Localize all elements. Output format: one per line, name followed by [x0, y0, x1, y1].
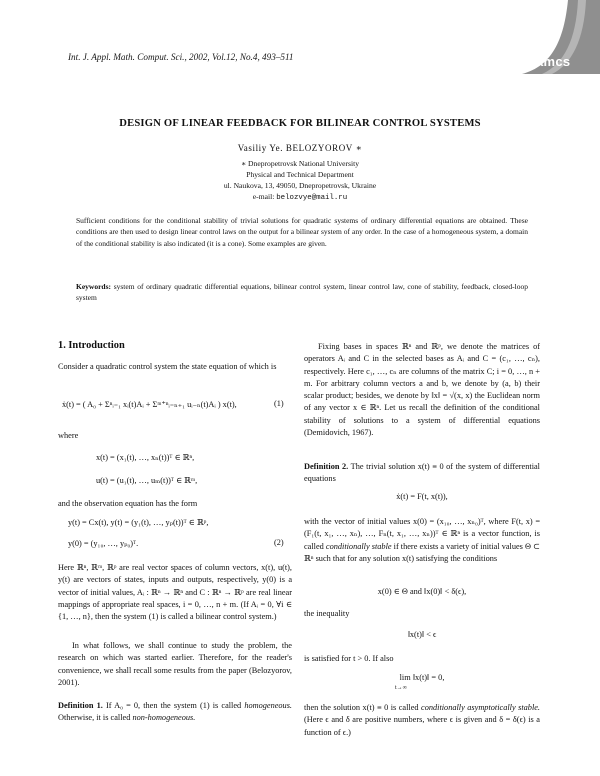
- paper-title: DESIGN OF LINEAR FEEDBACK FOR BILINEAR CONTROL SYSTEMS: [119, 118, 481, 129]
- equation-2a: y(t) = Cx(t), y(t) = (y₁(t), …, yₚ(t))ᵀ ∈ ℝᵖ,: [68, 518, 209, 527]
- section-heading: 1. Introduction: [58, 340, 125, 351]
- right-paragraph-5b: (Here ϵ and δ are positive numbers, where ϵ is given and δ = δ(ϵ) is a function of ϵ.): [304, 715, 540, 737]
- keywords-text: system of ordinary quadratic differential equations, bilinear control system, linear control law, cone of stability, feedback, closed-loop system: [76, 282, 528, 303]
- equation-limit-subscript: t→∞: [395, 685, 407, 691]
- definition-1-label: Definition 1.: [58, 701, 103, 710]
- right-paragraph-3: the inequality: [304, 609, 350, 618]
- definition-1-nonhomogeneous: non-homogeneous.: [132, 713, 196, 723]
- equation-1-number: (1): [274, 399, 284, 408]
- where-label: where: [58, 431, 79, 440]
- abstract: Sufficient conditions for the conditional stability of trivial solutions for quadratic systems of ordinary differential equations are obtained. These conditions are then used to design linear control laws on the output for a bilinear system of any order. In the case of a homogeneous system, a domain of the conditional stability is also indicated (it is a cone). Some examples are given.: [76, 216, 528, 248]
- equation-u: u(t) = (u₁(t), …, uₘ(t))ᵀ ∈ ℝᵐ,: [96, 476, 198, 485]
- equation-conditions: x(0) ∈ Θ and ‖x(0)‖ < δ(ϵ),: [377, 587, 467, 596]
- definition-1-mid: Otherwise, it is called: [58, 713, 131, 723]
- affiliation-line-2: Physical and Technical Department: [246, 170, 354, 179]
- email-label: e-mail:: [252, 192, 275, 201]
- definition-2-text: The trivial solution x(t) ≡ 0 of the system of differential equations: [304, 462, 540, 484]
- conditionally-stable: conditionally stable: [325, 541, 392, 551]
- right-paragraph-5a: then the solution x(t) ≡ 0 is called: [304, 703, 419, 712]
- author-name: Vasiliy Ye. BELOZYOROV ∗: [237, 143, 363, 153]
- right-paragraph-5: [304, 702, 540, 739]
- keywords-label: Keywords:: [76, 282, 111, 291]
- right-paragraph-1: Fixing bases in spaces ℝⁿ and ℝᵖ, we denote the matrices of operators Aᵢ and C in the selected bases as Aᵢ and C = (c₁, …, cₙ), respectively. Here c₁, …, cₙ are columns of the matrix C; i = 0, …, n + m. For arbitrary column vectors a and b, we denote by (a, b) their scalar product; besides, we denote by ‖x‖ = √(x, x) the Euclidean norm of any vector x ∈ ℝⁿ. Let us recall the definition of the conditional stability of solutions to a system of differential equations (Demidovich, 1967).: [304, 342, 540, 438]
- definition-1-homogeneous: homogeneous.: [244, 701, 293, 710]
- logo-text: amcs: [536, 54, 571, 69]
- definition-2: [304, 461, 540, 486]
- right-paragraph-2: with the vector of initial values x(0) = (x₁₀, …, xₙ₀)ᵀ, where F(t, x) = (F₁(t, x₁, …, xₙ), …, Fₙ(t, x₁, …, xₙ))ᵀ ∈ ℝⁿ is a vector function, is called: [304, 517, 540, 551]
- conditionally-asymptotically-stable: conditionally asymptotically stable.: [421, 703, 541, 712]
- affiliation-line-3: ul. Naukova, 13, 49050, Dnepropetrovsk, Ukraine: [223, 181, 377, 190]
- definition-1: [58, 700, 292, 725]
- affiliation-line-1: ∗ Dnepropetrovsk National University: [241, 159, 359, 168]
- journal-citation: Int. J. Appl. Math. Comput. Sci., 2002, Vol.12, No.4, 493–511: [68, 52, 294, 62]
- email-address[interactable]: belozvye@mail.ru: [276, 194, 348, 202]
- definition-2-body: [304, 516, 540, 565]
- equation-x: x(t) = (x₁(t), …, xₙ(t))ᵀ ∈ ℝⁿ,: [96, 453, 195, 462]
- right-paragraph-4: is satisfied for t > 0. If also: [304, 654, 394, 663]
- keywords: [76, 281, 528, 304]
- left-paragraph-2: and the observation equation has the form: [58, 499, 198, 508]
- equation-f: ẋ(t) = F(t, x(t)),: [396, 492, 448, 501]
- equation-2b: y(0) = (y₁₀, …, yₚ₀)ᵀ.: [68, 539, 139, 548]
- equation-limit: lim ‖x(t)‖ = 0,: [399, 673, 445, 682]
- equation-2-number: (2): [274, 538, 284, 547]
- definition-2-label: Definition 2.: [304, 462, 349, 471]
- equation-1: ẋ(t) = ( A₀ + Σⁿᵢ₌₁ xᵢ(t)Aᵢ + Σᵐ⁺ⁿᵢ₌ₙ₊₁ uᵢ₋ₙ(t)Aᵢ ) x(t),: [62, 400, 237, 409]
- left-paragraph-3: Here ℝⁿ, ℝᵐ, ℝᵖ are real vector spaces of column vectors, x(t), u(t), y(t) are vectors of states, inputs and outputs, respectively, y(0) is a vector of initial values, Aᵢ : ℝⁿ → ℝⁿ and C : ℝⁿ → ℝᵖ are real linear mappings of appropriate real spaces, i = 0, …, n + m. (If Aᵢ = 0, ∀i ∈ {1, …, n}, then the system (1) is called a bilinear control system.): [58, 563, 292, 622]
- email-line: [0, 192, 600, 202]
- right-paragraph-2b: if there exists a variety of initial values Θ ⊂ ℝⁿ such that for any solution x(t) satisfying the conditions: [304, 541, 540, 563]
- left-paragraph-4: In what follows, we shall continue to study the problem, the research on which was started earlier. Therefore, for the reader's convenience, we shall recall some results from the paper (Belozyorov, 2001).: [58, 641, 292, 687]
- equation-inequality: ‖x(t)‖ < ϵ: [407, 630, 437, 639]
- left-paragraph-1: Consider a quadratic control system the state equation of which is: [58, 362, 277, 371]
- definition-1-text: If A₀ = 0, then the system (1) is called: [105, 701, 242, 710]
